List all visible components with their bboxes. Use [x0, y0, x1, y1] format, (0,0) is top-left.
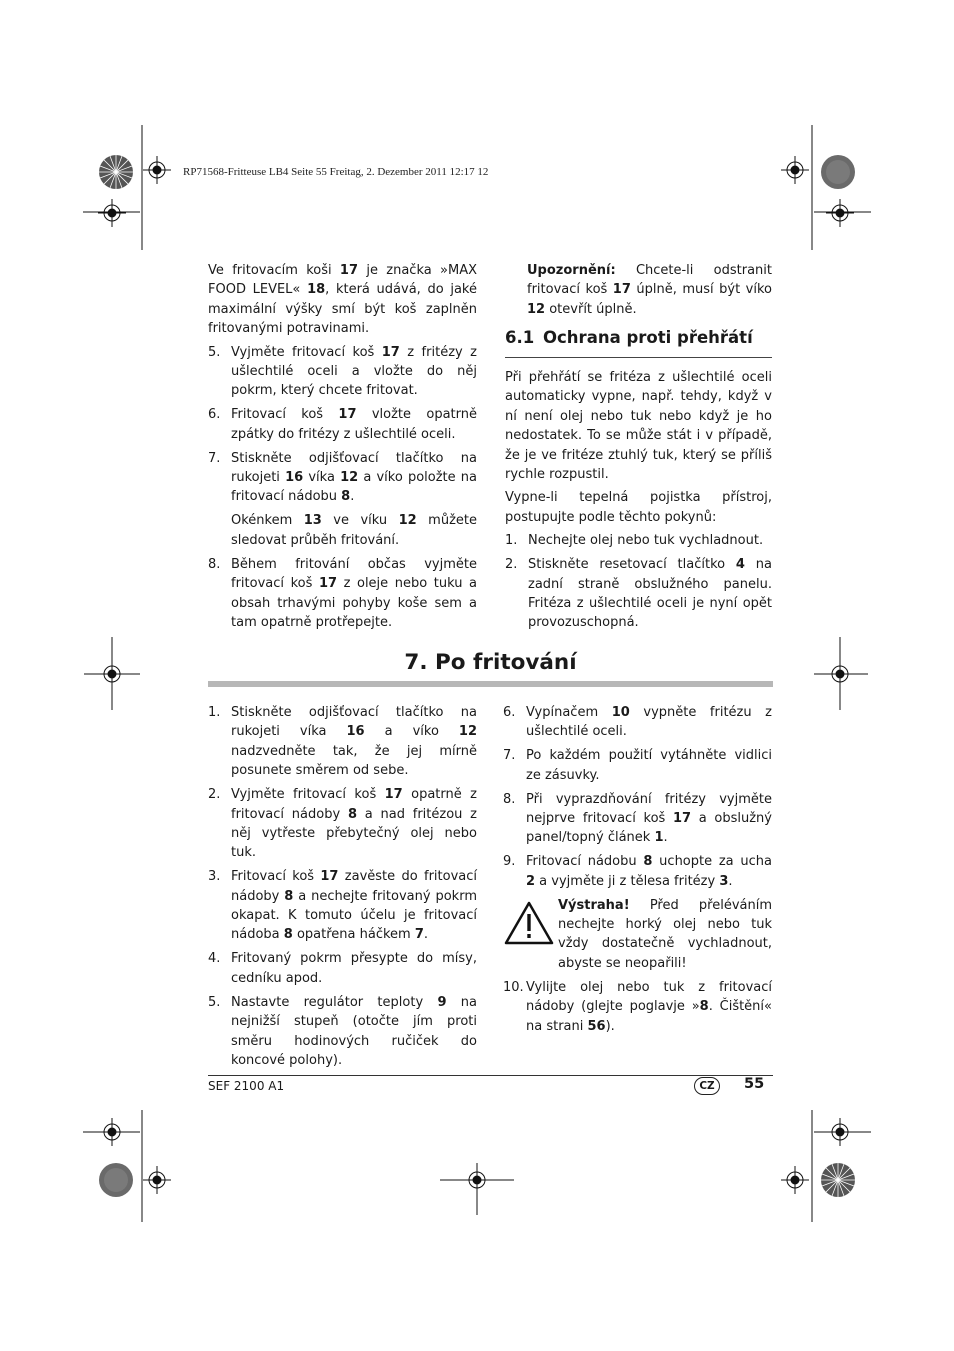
item-number: 4. — [208, 951, 221, 967]
item-number: 10. — [503, 979, 524, 995]
item-text: Vyjměte fritovací koš 17 opatrně z fritovací nádoby 8 a nad fritézou z něj vytřeste přebytečný olej nebo tuk. — [231, 787, 478, 861]
item-number: 9. — [503, 854, 516, 870]
section-divider — [505, 357, 772, 358]
list-item — [208, 343, 477, 401]
item-text: Nechejte olej nebo tuk vychladnout. — [528, 533, 764, 549]
list-item — [208, 703, 477, 781]
list-item — [208, 449, 477, 507]
intro-paragraph: Ve fritovacím koši 17 je značka »MAX FOOD LEVEL« 18, která udává, do jaké maximální výšky smí být koš zaplněn fritovanými potravinami. — [208, 263, 477, 337]
list-item — [503, 790, 772, 848]
section-heading — [505, 328, 753, 347]
item-number: 3. — [208, 869, 221, 885]
list-item — [503, 978, 772, 1036]
item-number: 8. — [208, 556, 221, 572]
item-number: 1. — [505, 533, 518, 549]
note-label: Upozornění: — [527, 263, 616, 278]
section-number: 6.1 — [505, 328, 535, 347]
item-number: 7. — [503, 748, 516, 764]
model-number: SEF 2100 A1 — [208, 1079, 285, 1093]
bottom-left-column — [208, 703, 477, 1075]
list-item — [505, 555, 772, 633]
item-text: Fritovací koš 17 zavěste do fritovací nádoby 8 a nechejte fritovaný pokrm okapat. K tomuto účelu je fritovací nádoba 8 opatřena háčkem 7. — [231, 869, 477, 943]
right-column — [527, 261, 772, 323]
after-frying-steps-list-2 — [503, 703, 772, 891]
item-number: 8. — [503, 791, 516, 807]
after-frying-steps-list — [208, 703, 477, 1070]
item-number: 2. — [208, 787, 221, 803]
item-text: Fritovací koš 17 vložte opatrně zpátky do fritézy z ušlechtilé oceli. — [231, 407, 477, 442]
reset-intro-paragraph: Vypne-li tepelná pojistka přístroj, postupujte podle těchto pokynů: — [505, 490, 772, 525]
warning-label: Výstraha! — [558, 897, 630, 913]
page-number: 55 — [744, 1076, 765, 1092]
item-text: Během fritování občas vyjměte fritovací koš 17 z oleje nebo tuku a obsah trhavými pohyby koše sem a tam opatrně protřepejte. — [231, 556, 477, 630]
language-badge: CZ — [694, 1077, 720, 1095]
list-item — [208, 555, 477, 633]
item-text: Fritovací nádobu 8 uchopte za ucha 2 a vyjměte ji z tělesa fritézy 3. — [526, 854, 772, 889]
item-text: Vyjměte fritovací koš 17 z fritézy z ušlechtilé oceli a vložte do něj pokrm, který chcete fritovat. — [231, 344, 477, 399]
item-number: 1. — [208, 705, 221, 720]
bottom-right-column — [503, 703, 772, 1041]
item-text: Nastavte regulátor teploty 9 na nejnižší stupeň (otočte jím proti směru hodinových ručiček do koncové polohy). — [231, 994, 477, 1068]
item-number: 7. — [208, 450, 221, 466]
footer-rule — [208, 1075, 773, 1076]
overheat-paragraph: Při přehřátí se fritéza z ušlechtilé oceli automaticky vypne, např. tehdy, když v ní není olej nebo tuk nebo když je ho nedostatek. To se může stát i v případě, že je ve fritéze ztuhlý tuk, který se příliš rychle rozpustil. — [505, 370, 772, 483]
chapter-divider — [208, 681, 773, 687]
item-text: Stiskněte odjišťovací tlačítko na rukojeti víka 16 a víko 12 nadzvedněte tak, že jej mírně posunete směrem od sebe. — [231, 705, 478, 779]
item-number: 5. — [208, 344, 221, 360]
instruction-list — [208, 343, 477, 633]
item-text: Vypínačem 10 vypněte fritézu z ušlechtilé oceli. — [526, 705, 773, 740]
item-number: 5. — [208, 994, 221, 1010]
item-text: Vylijte olej nebo tuk z fritovací nádoby (glejte poglavje »8. Čištění« na strani 56). — [526, 979, 772, 1034]
list-item — [208, 993, 477, 1071]
warning-body: Před přeléváním nechejte horký olej nebo tuk vždy dostatečně vychladnout, abyste se neopařili! — [558, 897, 772, 971]
item-text: Při vyprazdňování fritézy vyjměte nejprve fritovací koš 17 a obslužný panel/topný článek 1. — [526, 791, 772, 846]
list-item — [503, 852, 772, 891]
item-number: 6. — [503, 705, 516, 720]
list-item — [505, 531, 772, 550]
list-item — [208, 405, 477, 444]
item-text: Stiskněte resetovací tlačítko 4 na zadní straně obslužného panelu. Fritéza z ušlechtilé oceli je nyní opět provozuschopná. — [528, 557, 772, 631]
warning-text — [558, 896, 772, 974]
list-item — [208, 867, 477, 945]
section-title: Ochrana proti přehřátí — [543, 328, 753, 347]
print-slug: RP71568-Fritteuse LB4 Seite 55 Freitag, 2. Dezember 2011 12:17 12 — [183, 166, 489, 178]
list-item — [503, 746, 772, 785]
warning-box — [503, 896, 772, 974]
list-item — [208, 785, 477, 863]
chapter-title: 7. Po fritování — [404, 650, 577, 675]
item-number: 6. — [208, 407, 221, 423]
list-item — [503, 703, 772, 742]
item-number: 2. — [505, 557, 518, 573]
right-column-section — [505, 368, 772, 637]
item-text: Po každém použití vytáhněte vidlici ze zásuvky. — [526, 748, 772, 783]
reset-steps-list — [505, 531, 772, 633]
left-column — [208, 261, 477, 637]
item-text: Stiskněte odjišťovací tlačítko na rukojeti 16 víka 12 a víko položte na fritovací nádobu 8. — [231, 450, 477, 505]
warning-triangle-icon — [503, 896, 558, 974]
list-item-continuation: Okénkem 13 ve víku 12 můžete sledovat průběh fritování. — [231, 513, 477, 548]
item-text: Fritovaný pokrm přesypte do mísy, cedníku apod. — [231, 951, 477, 986]
list-item — [208, 949, 477, 988]
note-text: Chcete-li odstranit fritovací koš 17 úplně, musí být víko 12 otevřít úplně. — [527, 263, 773, 317]
note-paragraph — [527, 261, 772, 319]
